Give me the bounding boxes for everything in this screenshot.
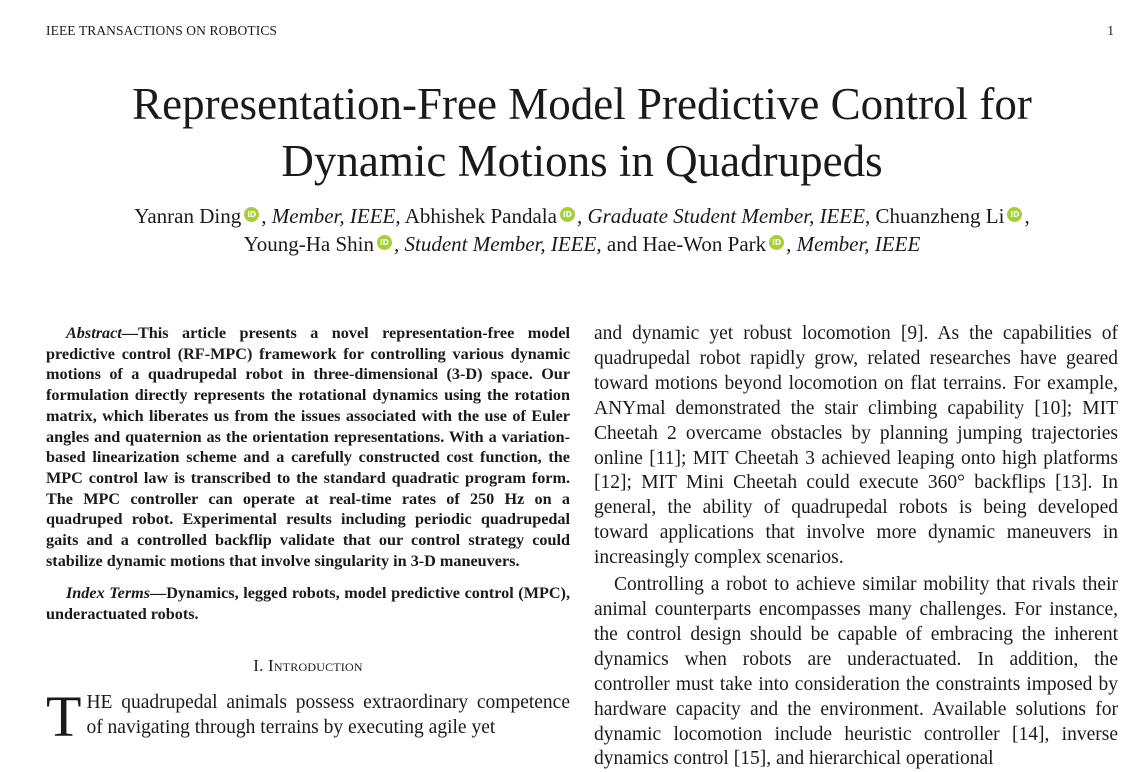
author-name: , Chuanzheng Li (865, 204, 1005, 228)
author-role: , Student Member, IEEE (394, 232, 597, 256)
orcid-icon[interactable]: iD (1007, 207, 1022, 222)
section-heading: I. Introduction (253, 655, 363, 675)
author-role: , Member, IEEE (786, 232, 921, 256)
title-line-2: Dynamic Motions in Quadrupeds (281, 136, 883, 186)
orcid-icon[interactable]: iD (769, 235, 784, 250)
author-name: , Abhishek Pandala (395, 204, 557, 228)
author-name: , and Hae-Won Park (596, 232, 767, 256)
author-role: , Graduate Student Member, IEEE (576, 204, 866, 228)
left-column (46, 323, 570, 749)
orcid-icon[interactable]: iD (244, 207, 259, 222)
author-separator: , (1024, 204, 1030, 228)
abstract-text: —This article presents a novel representation-free model predictive control (RF-MPC) framework for controlling various dynamic motions of a quadrupedal robot in three-dimensional (3-D) space. Our formulation directly represents the rotational dynamics using the rotation matrix, which liberates us from the issues associated with the use of Euler angles and quaternion as the orientation representations. With a variation-based linearization scheme and a carefully constructed cost function, the MPC control law is transcribed to the standard quadratic program form. The MPC controller can operate at real-time rates of 250 Hz on a quadruped robot. Experimental results including periodic quadrupedal gaits and a controlled backflip validate that our control strategy could stabilize dynamic motions that involve singularity in 3-D maneuvers. (46, 324, 570, 570)
paper-title (20, 76, 1144, 190)
page-number: 1 (1107, 23, 1114, 38)
author-name: Young-Ha Shin (243, 232, 375, 256)
orcid-icon[interactable]: iD (560, 207, 575, 222)
body-paragraph-2: Controlling a robot to achieve similar mobility that rivals their animal counterparts encompasses many challenges. For instance, the control design should be capable of embracing the inherent dynamics when robots are underactuated. In addition, the controller must take into consideration the constraints imposed by hardware capacity and the environment. Available solutions for dynamic locomotion include heuristic controller [14], inverse dynamics control [15], and hierarchical operational (594, 574, 1118, 770)
intro-text: HE quadrupedal animals possess extraordinary competence of navigating through terrains by executing agile yet (86, 691, 570, 738)
index-terms (46, 583, 570, 624)
dropcap-letter: T (46, 683, 82, 749)
body-paragraph-1: and dynamic yet robust locomotion [9]. As the capabilities of quadrupedal robot rapidly grow, related researches have geared toward motions beyond locomotion on flat terrains. For example, ANYmal demonstrated the stair climbing capability [10]; MIT Cheetah 2 overcame obstacles by planning jumping trajectories online [11]; MIT Cheetah 3 achieved leaping onto high platforms [12]; MIT Mini Cheetah could execute 360° backflips [13]. In general, the ability of quadrupedal robots is being developed toward applications that involve more dynamic maneuvers in increasingly complex scenarios. (594, 323, 1118, 569)
index-terms-text: —Dynamics, legged robots, model predictive control (MPC), underactuated robots. (46, 584, 570, 624)
abstract-lead: Abstract (66, 324, 122, 342)
journal-header: IEEE TRANSACTIONS ON ROBOTICS (46, 23, 278, 38)
intro-paragraph (46, 683, 570, 749)
author-name: Yanran Ding (134, 204, 242, 228)
orcid-icon[interactable]: iD (377, 235, 392, 250)
index-terms-lead: Index Terms (66, 584, 151, 603)
author-list (20, 202, 1144, 258)
abstract (46, 323, 570, 571)
author-role: , Member, IEEE (261, 204, 396, 228)
title-line-1: Representation-Free Model Predictive Control for (132, 79, 1032, 129)
right-column (594, 322, 1118, 772)
